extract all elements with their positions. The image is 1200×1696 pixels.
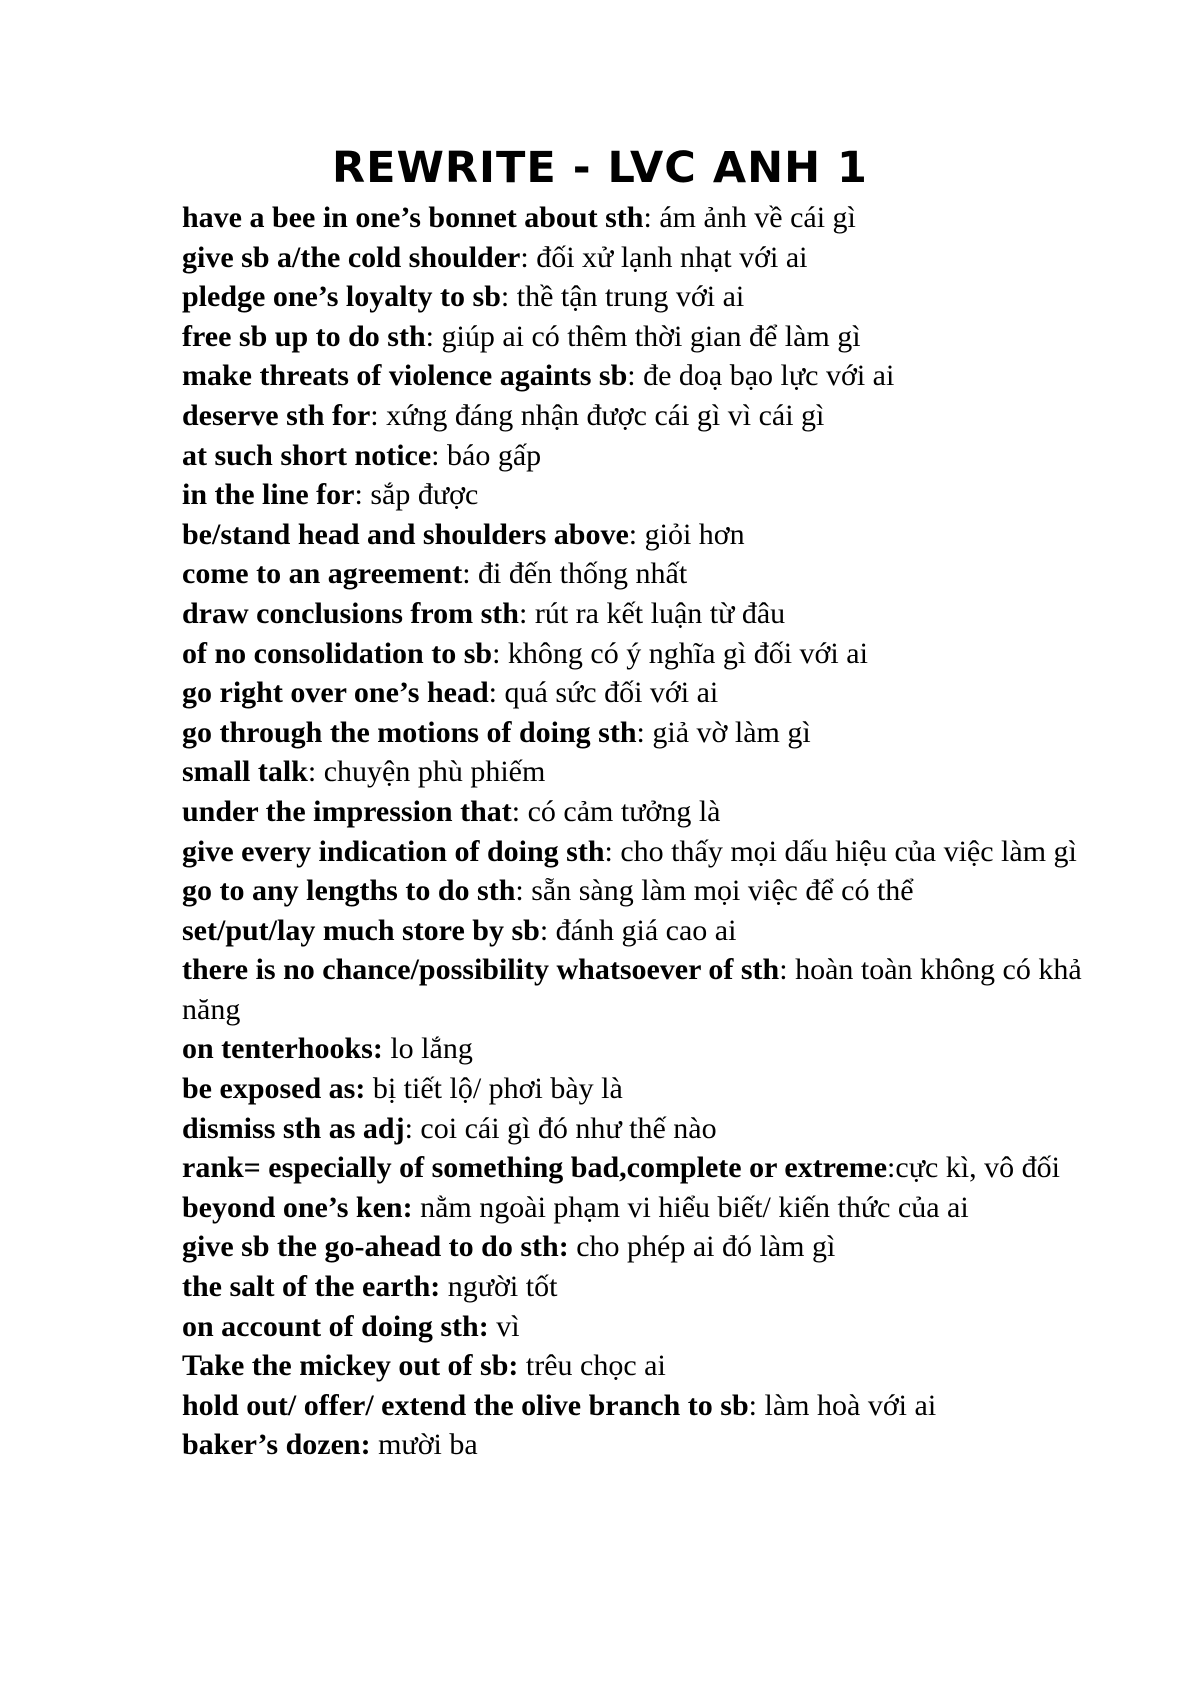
entry-separator: : xyxy=(520,240,537,274)
entry-term: on tenterhooks: xyxy=(182,1032,383,1066)
entry-meaning: sắp được xyxy=(370,478,479,512)
entry-term: the salt of the earth: xyxy=(182,1270,441,1304)
entry-separator: : xyxy=(779,953,796,987)
entry-term: there is no chance/possibility whatsoever of sth xyxy=(182,953,780,987)
entry-meaning: có cảm tưởng là xyxy=(527,794,721,828)
entry-meaning: hoàn toàn không có khả năng xyxy=(182,953,1082,1026)
entry-term: set/put/lay much store by sb xyxy=(182,913,540,947)
vocabulary-entry xyxy=(182,1148,1112,1188)
entry-separator: : xyxy=(425,319,442,353)
entry-separator: : xyxy=(431,438,447,472)
entry-term: under the impression that xyxy=(182,794,512,828)
entry-separator xyxy=(440,1270,448,1303)
vocabulary-entry xyxy=(182,634,1112,674)
entry-meaning: người tốt xyxy=(447,1270,558,1304)
vocabulary-entry xyxy=(182,396,1112,436)
entry-term: on account of doing sth: xyxy=(182,1309,489,1343)
entry-term: give every indication of doing sth xyxy=(182,834,605,868)
entry-meaning: rút ra kết luận từ đâu xyxy=(534,596,786,630)
vocabulary-entry xyxy=(182,713,1112,753)
entry-term: be exposed as: xyxy=(182,1072,366,1106)
entry-meaning: thề tận trung với ai xyxy=(516,280,745,314)
entry-separator: : xyxy=(307,755,324,789)
entry-term: pledge one’s loyalty to sb xyxy=(182,280,501,314)
vocabulary-entry xyxy=(182,1386,1112,1426)
entry-separator: : xyxy=(511,794,528,828)
entry-meaning: cho phép ai đó làm gì xyxy=(576,1230,836,1264)
vocabulary-entry xyxy=(182,673,1112,713)
entry-term: small talk xyxy=(182,755,308,789)
vocabulary-list xyxy=(182,198,1112,1465)
entry-meaning: sẵn sàng làm mọi việc để có thể xyxy=(531,874,914,908)
vocabulary-entry xyxy=(182,317,1112,357)
vocabulary-entry xyxy=(182,950,1112,1029)
entry-term: beyond one’s ken: xyxy=(182,1190,413,1224)
vocabulary-entry xyxy=(182,1425,1112,1465)
entry-term: of no consolidation to sb xyxy=(182,636,493,670)
entry-meaning: cực kì, vô đối xyxy=(895,1151,1060,1185)
vocabulary-entry xyxy=(182,1069,1112,1109)
entry-separator: : xyxy=(492,636,508,670)
entry-meaning: giúp ai có thêm thời gian để làm gì xyxy=(441,319,861,353)
entry-term: be/stand head and shoulders above xyxy=(182,517,629,551)
entry-separator: : xyxy=(636,715,653,749)
entry-term: in the line for xyxy=(182,478,355,512)
entry-separator xyxy=(365,1072,373,1105)
entry-meaning: đánh giá cao ai xyxy=(555,913,737,947)
vocabulary-entry xyxy=(182,198,1112,238)
entry-separator: : xyxy=(370,398,387,432)
entry-separator: : xyxy=(518,596,535,630)
vocabulary-entry xyxy=(182,1029,1112,1069)
vocabulary-entry xyxy=(182,752,1112,792)
entry-meaning: ám ảnh về cái gì xyxy=(659,201,856,234)
vocabulary-entry xyxy=(182,1307,1112,1347)
vocabulary-entry xyxy=(182,356,1112,396)
entry-separator: : xyxy=(500,280,517,314)
entry-term: at such short notice xyxy=(182,438,432,472)
entry-meaning: trêu chọc ai xyxy=(525,1349,666,1383)
entry-meaning: báo gấp xyxy=(447,438,542,472)
vocabulary-entry xyxy=(182,436,1112,476)
entry-separator: : xyxy=(488,676,505,710)
entry-meaning: quá sức đối với ai xyxy=(504,676,719,710)
entry-separator: : xyxy=(604,834,621,868)
entry-separator: : xyxy=(887,1151,896,1185)
entry-term: hold out/ offer/ extend the olive branch to sb xyxy=(182,1388,749,1422)
entry-term: go through the motions of doing sth xyxy=(182,715,637,749)
entry-separator: : xyxy=(404,1111,421,1145)
entry-meaning: xứng đáng nhận được cái gì vì cái gì xyxy=(386,398,825,432)
vocabulary-entry xyxy=(182,238,1112,278)
entry-separator: : xyxy=(539,913,556,947)
entry-term: make threats of violence againts sb xyxy=(182,359,628,393)
entry-meaning: làm hoà với ai xyxy=(764,1388,937,1422)
entry-term: draw conclusions from sth xyxy=(182,596,519,630)
entry-meaning: không có ý nghĩa gì đối với ai xyxy=(507,636,868,670)
vocabulary-entry xyxy=(182,1227,1112,1267)
entry-meaning: đi đến thống nhất xyxy=(478,557,688,591)
vocabulary-entry xyxy=(182,554,1112,594)
vocabulary-entry xyxy=(182,277,1112,317)
entry-separator: : xyxy=(643,201,660,234)
entry-meaning: chuyện phù phiếm xyxy=(323,755,546,789)
entry-separator: : xyxy=(515,874,532,908)
entry-term: come to an agreement xyxy=(182,557,463,591)
entry-separator xyxy=(518,1349,526,1382)
entry-term: baker’s dozen: xyxy=(182,1428,371,1462)
entry-separator: : xyxy=(748,1388,765,1422)
entry-separator: : xyxy=(354,478,371,512)
vocabulary-entry xyxy=(182,871,1112,911)
entry-term: rank= especially of something bad,complete or extreme xyxy=(182,1151,888,1185)
entry-term: have a bee in one’s bonnet about sth xyxy=(182,201,644,234)
entry-term: dismiss sth as adj xyxy=(182,1111,405,1145)
entry-meaning: đe doạ bạo lực với ai xyxy=(643,359,895,393)
entry-term: give sb a/the cold shoulder xyxy=(182,240,521,274)
entry-term: go right over one’s head xyxy=(182,676,489,710)
entry-term: give sb the go-ahead to do sth: xyxy=(182,1230,569,1264)
entry-separator xyxy=(413,1191,421,1224)
entry-separator: : xyxy=(627,359,644,393)
entry-meaning: giỏi hơn xyxy=(644,517,745,551)
entry-separator xyxy=(371,1428,379,1461)
vocabulary-entry xyxy=(182,832,1112,872)
page-title: REWRITE - LVC ANH 1 xyxy=(332,143,868,193)
vocabulary-entry xyxy=(182,1109,1112,1149)
entry-meaning: cho thấy mọi dấu hiệu của việc làm gì xyxy=(620,834,1077,868)
entry-separator: : xyxy=(462,557,479,591)
entry-meaning: nằm ngoài phạm vi hiểu biết/ kiến thức của ai xyxy=(420,1190,969,1224)
entry-separator: : xyxy=(628,517,645,551)
entry-meaning: đối xử lạnh nhạt với ai xyxy=(536,240,808,274)
entry-term: Take the mickey out of sb: xyxy=(182,1349,519,1383)
vocabulary-entry xyxy=(182,911,1112,951)
vocabulary-entry xyxy=(182,594,1112,634)
vocabulary-entry xyxy=(182,475,1112,515)
vocabulary-entry xyxy=(182,1188,1112,1228)
entry-meaning: coi cái gì đó như thế nào xyxy=(420,1111,717,1145)
entry-meaning: bị tiết lộ/ phơi bày là xyxy=(372,1072,623,1106)
vocabulary-entry xyxy=(182,515,1112,555)
entry-term: go to any lengths to do sth xyxy=(182,874,516,908)
vocabulary-entry xyxy=(182,1267,1112,1307)
entry-term: deserve sth for xyxy=(182,398,371,432)
entry-meaning: giả vờ làm gì xyxy=(652,715,811,749)
entry-meaning: lo lắng xyxy=(390,1032,473,1066)
vocabulary-entry xyxy=(182,792,1112,832)
entry-meaning: mười ba xyxy=(378,1428,478,1462)
vocabulary-entry xyxy=(182,1346,1112,1386)
entry-term: free sb up to do sth xyxy=(182,319,426,353)
entry-meaning: vì xyxy=(496,1309,520,1343)
